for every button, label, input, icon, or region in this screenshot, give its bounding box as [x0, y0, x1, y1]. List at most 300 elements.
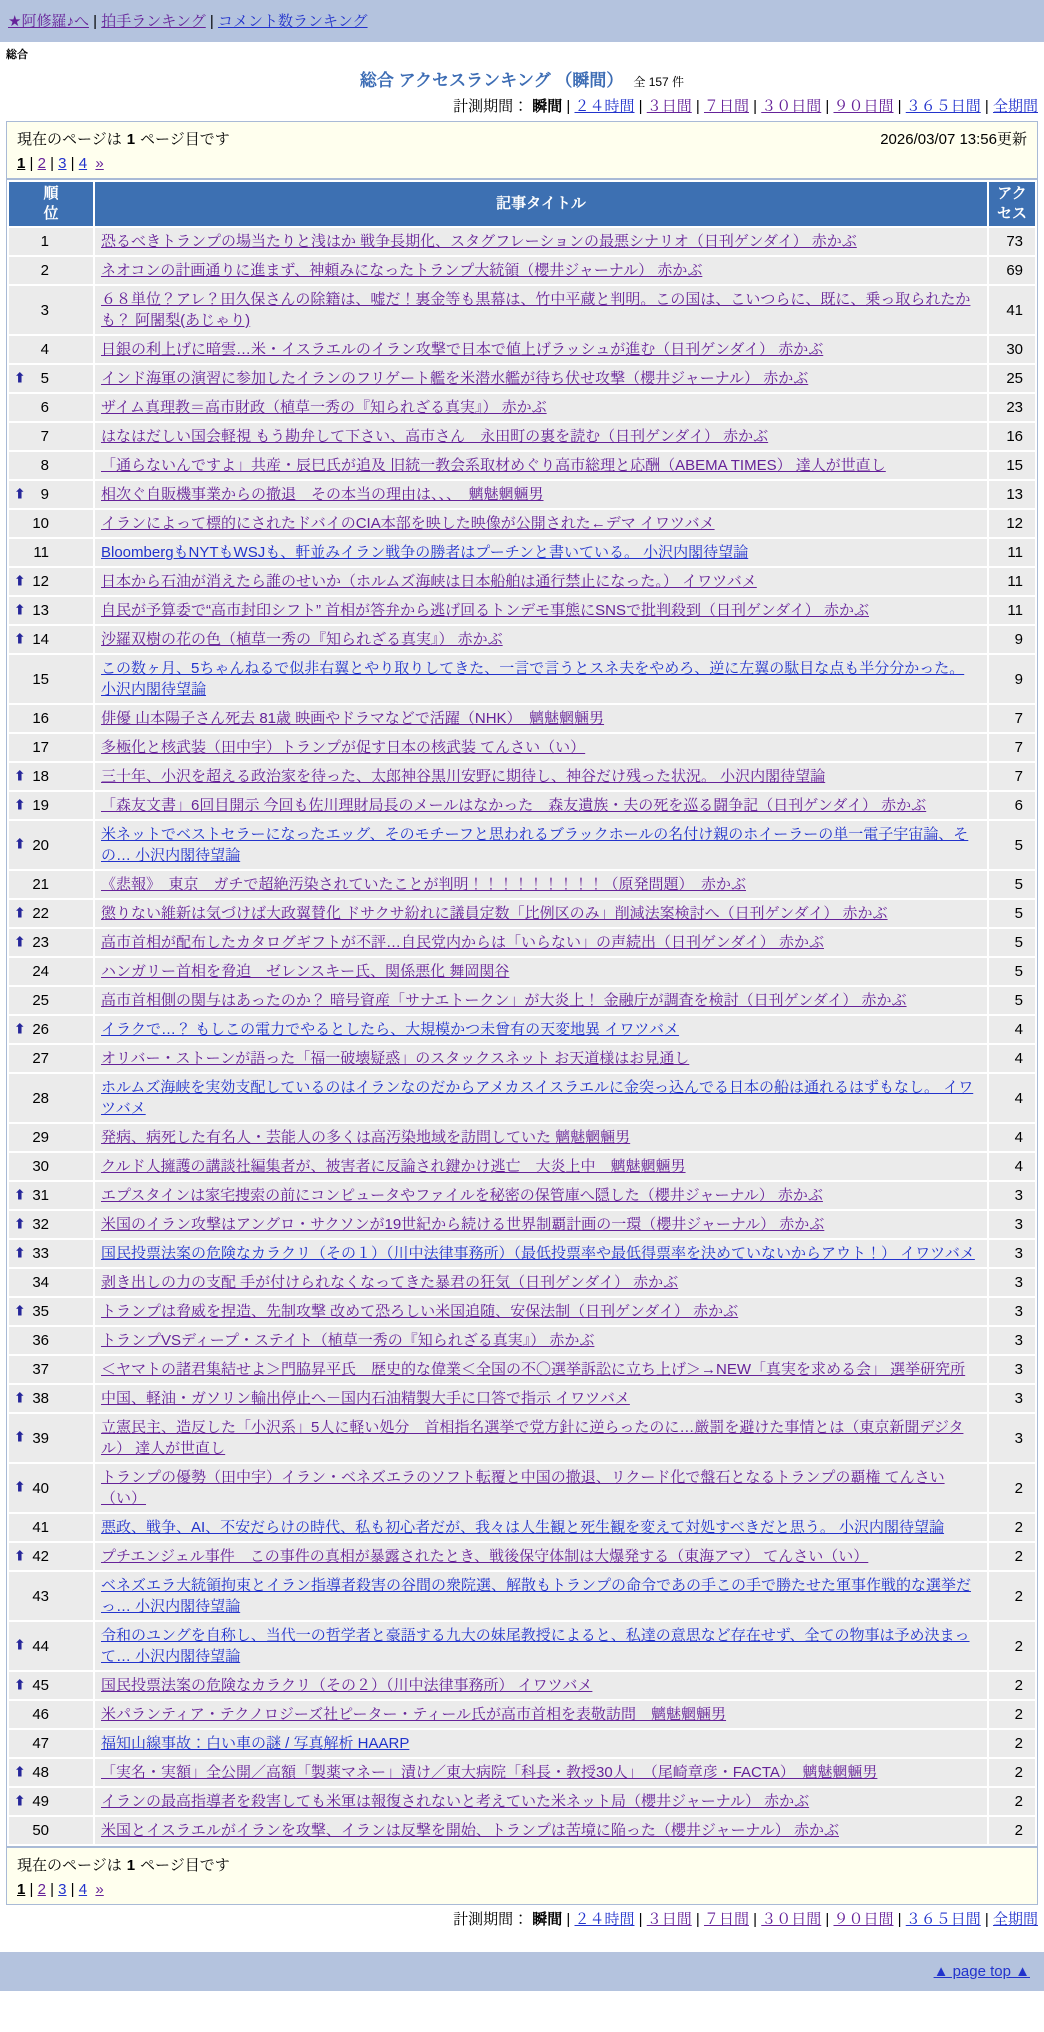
title-cell [95, 1730, 987, 1757]
title-cell [95, 763, 987, 790]
rank-number: 34 [32, 1274, 49, 1291]
rank-number: 13 [32, 602, 49, 619]
access-cell: 4 [989, 1045, 1035, 1072]
access-cell: 16 [989, 423, 1035, 450]
table-row [9, 1016, 1035, 1043]
rank-cell [9, 792, 93, 819]
title-cell [95, 1543, 987, 1570]
rank-cell [9, 1356, 93, 1383]
title-cell [95, 1788, 987, 1815]
rank-cell [9, 929, 93, 956]
rank-number: 20 [32, 836, 49, 854]
separator: | [980, 98, 993, 115]
access-cell: 3 [989, 1240, 1035, 1267]
separator: | [45, 1881, 59, 1898]
article-link[interactable]: BloombergもNYTもWSJも、軒並みイラン戦争の勝者はプーチンと書いている。 小沢内閣待望論 [101, 544, 749, 561]
rank-cell [9, 286, 93, 334]
article-link[interactable]: 「実名・実額」全公開／高額「製薬マネー」漬け／東大病院「科長・教授30人」 （尾崎章彦・FACTA） 魑魅魍魎男 [101, 1764, 878, 1781]
title-cell [95, 228, 987, 255]
rank-cell [9, 1385, 93, 1412]
rank-cell [9, 1211, 93, 1238]
access-cell: 23 [989, 394, 1035, 421]
current-page-number: 1 [126, 131, 136, 148]
page-link[interactable]: 4 [78, 1881, 88, 1898]
title-cell [95, 958, 987, 985]
table-row [9, 286, 1035, 334]
rank-number: 38 [32, 1390, 49, 1407]
title-line [6, 64, 1038, 92]
table-row [9, 336, 1035, 363]
period-link[interactable]: 全期間 [992, 98, 1038, 115]
title-cell [95, 1045, 987, 1072]
rank-cell [9, 1153, 93, 1180]
rank-number: 46 [32, 1706, 49, 1723]
title-cell [95, 655, 987, 703]
article-link[interactable]: この数ヶ月、5ちゃんねるで似非右翼とやり取りしてきた、一言で言うとスネ夫をやめろ、逆に左翼の駄目な点も半分分かった。 小沢内閣待望論 [101, 660, 965, 698]
title-cell [95, 336, 987, 363]
periods-label: 計測期間： [453, 1911, 533, 1928]
table-row [9, 1298, 1035, 1325]
article-link[interactable]: ネオコンの計画通りに進まず、神頼みになったトランプ大統領（櫻井ジャーナル） 赤かぶ [101, 262, 703, 279]
rank-number: 24 [32, 963, 49, 980]
up-arrow-icon: ⬆ [14, 1637, 26, 1654]
period-link[interactable]: ２４時間 [574, 1911, 635, 1928]
article-link[interactable]: 高市首相側の関与はあったのか？ 暗号資産「サナエトークン」が大炎上！ 金融庁が調査を検討（日刊ゲンダイ） 赤かぶ [101, 992, 907, 1009]
title-cell [95, 568, 987, 595]
separator: | [749, 98, 762, 115]
access-cell: 4 [989, 1124, 1035, 1151]
title-cell [95, 1701, 987, 1728]
article-link[interactable]: 福知山線事故：白い車の謎 / 写真解析 HAARP [101, 1735, 410, 1752]
title-cell [95, 1298, 987, 1325]
table-header-row [9, 182, 1035, 226]
article-link[interactable]: 発病、病死した有名人・芸能人の多くは高汚染地域を訪問していた 魑魅魍魎男 [101, 1129, 631, 1146]
table-row [9, 423, 1035, 450]
up-arrow-icon: ⬆ [14, 1548, 26, 1564]
rank-cell [9, 734, 93, 761]
title-cell [95, 1414, 987, 1462]
rank-number: 47 [32, 1735, 49, 1752]
up-arrow-icon: ⬆ [14, 370, 26, 386]
access-cell: 6 [989, 792, 1035, 819]
access-cell: 41 [989, 286, 1035, 334]
rank-cell [9, 958, 93, 985]
title-cell [95, 257, 987, 284]
title-cell [95, 423, 987, 450]
table-row [9, 900, 1035, 927]
up-arrow-icon: ⬆ [14, 1245, 26, 1261]
header-title: 記事タイトル [95, 182, 987, 226]
title-cell [95, 1016, 987, 1043]
access-cell: 30 [989, 336, 1035, 363]
page-info-box-bottom [6, 1847, 1038, 1905]
article-link[interactable]: トランプは脅威を捏造、先制攻撃 改めて恐ろしい米国追随、安保法制（日刊ゲンダイ） 赤かぶ [101, 1303, 739, 1320]
access-cell: 5 [989, 958, 1035, 985]
table-row [9, 1182, 1035, 1209]
title-cell [95, 1622, 987, 1670]
rank-number: 36 [32, 1332, 49, 1349]
period-link[interactable]: ３６５日間 [905, 1911, 981, 1928]
period-link[interactable]: ７日間 [703, 98, 749, 115]
rank-number: 32 [32, 1216, 49, 1233]
access-cell: 3 [989, 1385, 1035, 1412]
title-cell [95, 1672, 987, 1699]
pagination [17, 1877, 1027, 1899]
separator: | [88, 13, 102, 30]
topbar-links [8, 13, 368, 30]
rank-number: 19 [32, 797, 49, 814]
table-row [9, 1153, 1035, 1180]
page-link[interactable]: 4 [78, 155, 88, 172]
period-link[interactable]: 全期間 [992, 1911, 1038, 1928]
table-row [9, 792, 1035, 819]
title-cell [95, 1464, 987, 1512]
page-content [6, 42, 1038, 1934]
table-row [9, 1672, 1035, 1699]
table-row [9, 1414, 1035, 1462]
table-row [9, 1543, 1035, 1570]
up-arrow-icon: ⬆ [14, 1216, 26, 1232]
article-link[interactable]: 懲りない維新は気づけば大政翼賛化 ドサクサ紛れに議員定数「比例区のみ」削減法案検討へ（日刊ゲンダイ） 赤かぶ [101, 905, 888, 922]
article-link[interactable]: 米国のイラン攻撃はアングロ・サクソンが19世紀から続ける世界制覇計画の一環（櫻井ジャーナル） 赤かぶ [101, 1216, 825, 1233]
rank-number: 11 [33, 544, 49, 561]
article-link[interactable]: 悪政、戦争、AI、不安だらけの時代、私も初心者だが、我々は人生観と死生観を変えて対処すべきだと思う。 小沢内閣待望論 [101, 1519, 945, 1536]
access-cell: 2 [989, 1543, 1035, 1570]
article-link[interactable]: 剥き出しの力の支配 手が付けられなくなってきた暴君の狂気（日刊ゲンダイ） 赤かぶ [101, 1274, 679, 1291]
article-link[interactable]: 国民投票法案の危険なカラクリ（その２）（川中法律事務所） イワツバメ [101, 1677, 593, 1694]
rank-cell [9, 655, 93, 703]
access-cell: 3 [989, 1211, 1035, 1238]
article-link[interactable]: 国民投票法案の危険なカラクリ（その１）（川中法律事務所）（最低投票率や最低得票率を決めていないからアウト！） イワツバメ [101, 1245, 975, 1262]
article-link[interactable]: 米パランティア・テクノロジーズ社ピーター・ティール氏が高市首相を表敬訪問 魑魅魍魎男 [101, 1706, 727, 1723]
rank-number: 1 [40, 233, 49, 250]
period-link[interactable]: ３０日間 [761, 1911, 822, 1928]
separator: | [634, 1911, 647, 1928]
period-link[interactable]: ３０日間 [761, 98, 822, 115]
header-access: アク セス [989, 182, 1035, 226]
article-link[interactable]: イランによって標的にされたドバイのCIA本部を映した映像が公開された←デマ イワツバメ [101, 515, 715, 532]
table-row [9, 1385, 1035, 1412]
table-row [9, 539, 1035, 566]
article-link[interactable]: はなはだしい国会軽視 もう勘弁して下さい、高市さん 永田町の裏を読む（日刊ゲンダイ） 赤かぶ [101, 428, 769, 445]
table-row [9, 1464, 1035, 1512]
rank-cell [9, 987, 93, 1014]
periods-line [6, 1905, 1038, 1934]
page-link[interactable]: 3 [58, 1881, 67, 1898]
access-cell: 13 [989, 481, 1035, 508]
article-link[interactable]: クルド人擁護の講談社編集者が、被害者に反論され鍵かけ逃亡 大炎上中 魑魅魍魎男 [101, 1158, 686, 1175]
title-cell [95, 705, 987, 732]
table-row [9, 257, 1035, 284]
table-row [9, 871, 1035, 898]
rank-number: 21 [32, 876, 49, 893]
title-cell [95, 792, 987, 819]
article-link[interactable]: 《悲報》 東京 ガチで超絶汚染されていたことが判明！！！！！！！！！（原発問題） 赤かぶ [101, 876, 747, 893]
table-row [9, 568, 1035, 595]
rank-number: 5 [40, 370, 49, 387]
rank-cell [9, 871, 93, 898]
rank-cell [9, 481, 93, 508]
rank-cell [9, 568, 93, 595]
rank-cell [9, 1788, 93, 1815]
title-cell [95, 900, 987, 927]
page-info-box-top [6, 121, 1038, 179]
title-cell [95, 365, 987, 392]
title-cell [95, 1269, 987, 1296]
access-cell: 2 [989, 1464, 1035, 1512]
title-cell [95, 286, 987, 334]
rank-number: 43 [32, 1587, 49, 1605]
rank-number: 35 [32, 1303, 49, 1320]
article-link[interactable]: 俳優 山本陽子さん死去 81歳 映画やドラマなどで活躍（NHK） 魑魅魍魎男 [101, 710, 605, 727]
rank-cell [9, 1572, 93, 1620]
table-row [9, 958, 1035, 985]
title-cell [95, 1817, 987, 1844]
access-cell: 5 [989, 900, 1035, 927]
table-row [9, 1074, 1035, 1122]
periods-line [6, 92, 1038, 121]
total-count: 全 157 件 [633, 75, 685, 89]
header-rank: 順 位 [9, 182, 93, 226]
rank-cell [9, 1514, 93, 1541]
period-link[interactable]: ３日間 [646, 98, 692, 115]
up-arrow-icon: ⬆ [14, 1677, 26, 1693]
topbar-link[interactable]: ★阿修羅♪へ [8, 13, 89, 30]
rank-cell [9, 1543, 93, 1570]
updated-timestamp: 2026/03/07 13:56更新 [880, 131, 1027, 148]
up-arrow-icon: ⬆ [14, 1764, 26, 1780]
title-cell [95, 821, 987, 869]
table-row [9, 452, 1035, 479]
rank-cell [9, 597, 93, 624]
rank-cell [9, 336, 93, 363]
page-link[interactable]: 2 [37, 1881, 46, 1898]
ranking-tbody [9, 228, 1035, 1844]
article-link[interactable]: 多極化と核武装（田中宇）トランプが促す日本の核武装 てんさい（い） [101, 739, 586, 756]
rank-number: 17 [32, 739, 49, 756]
rank-cell [9, 1622, 93, 1670]
up-arrow-icon: ⬆ [14, 836, 26, 853]
rank-number: 48 [32, 1764, 49, 1781]
article-link[interactable]: 高市首相が配布したカタログギフトが不評…自民党内からは「いらない」の声続出（日刊ゲンダイ） 赤かぶ [101, 934, 824, 951]
separator: | [562, 1911, 575, 1928]
access-cell: 2 [989, 1572, 1035, 1620]
rank-cell [9, 365, 93, 392]
rank-cell [9, 1074, 93, 1122]
access-cell: 2 [989, 1672, 1035, 1699]
rank-cell [9, 257, 93, 284]
rank-cell [9, 1701, 93, 1728]
title-cell [95, 1759, 987, 1786]
access-cell: 2 [989, 1622, 1035, 1670]
rank-cell [9, 1817, 93, 1844]
rank-number: 23 [32, 934, 49, 951]
rank-cell [9, 423, 93, 450]
rank-number: 15 [32, 670, 49, 688]
rank-number: 9 [40, 486, 49, 503]
table-row [9, 597, 1035, 624]
separator: | [893, 1911, 906, 1928]
article-link[interactable]: オリバー・ストーンが語った「福一破壊疑惑」のスタックスネット お天道様はお見通し [101, 1050, 690, 1067]
title-cell [95, 987, 987, 1014]
article-link[interactable]: エプスタインは家宅捜索の前にコンピュータやファイルを秘密の保管庫へ隠した（櫻井ジャーナル） 赤かぶ [101, 1187, 823, 1204]
title-cell [95, 1356, 987, 1383]
article-link[interactable]: 三十年、小沢を超える政治家を待った、太郎神谷黒川安野に期待し、神谷だけ残った状況。 小沢内閣待望論 [101, 768, 826, 785]
article-link[interactable]: 令和のユングを自称し、当代一の哲学者と豪語する九大の妹尾教授によると、私達の意思など存在せず、全ての物事は予め決まって… 小沢内閣待望論 [101, 1627, 970, 1665]
rank-cell [9, 1045, 93, 1072]
rank-number: 40 [32, 1479, 49, 1497]
table-row [9, 228, 1035, 255]
article-link[interactable]: 「森友文書」6回目開示 今回も佐川理財局長のメールはなかった 森友遺族・夫の死を巡る闘争記（日刊ゲンダイ） 赤かぶ [101, 797, 927, 814]
rank-cell [9, 900, 93, 927]
title-cell [95, 1182, 987, 1209]
up-arrow-icon: ⬆ [14, 631, 26, 647]
page-title: 総合 アクセスランキング （瞬間） [359, 71, 624, 90]
access-cell: 4 [989, 1153, 1035, 1180]
title-cell [95, 597, 987, 624]
period-link[interactable]: ９０日間 [833, 1911, 894, 1928]
access-cell: 15 [989, 452, 1035, 479]
article-link[interactable]: 米ネットでベストセラーになったエッグ、そのモチーフと思われるブラックホールの名付け親のホイーラーの単一電子宇宙論、その… 小沢内閣待望論 [101, 826, 969, 864]
access-cell: 2 [989, 1701, 1035, 1728]
access-cell: 7 [989, 763, 1035, 790]
page-link[interactable]: 2 [37, 155, 46, 172]
rank-number: 2 [40, 262, 49, 279]
period-link[interactable]: ７日間 [703, 1911, 749, 1928]
period-current: 瞬間 [532, 98, 563, 115]
article-link[interactable]: ＜ヤマトの諸君集結せよ＞門脇昇平氏 歴史的な偉業＜全国の不〇選挙訴訟に立ち上げ＞→NEW「真実を求める会」 選挙研究所 [101, 1361, 966, 1378]
article-link[interactable]: 日銀の利上げに暗雲…米・イスラエルのイラン攻撃で日本で値上げラッシュが進む（日刊ゲンダイ） 赤かぶ [101, 341, 824, 358]
title-cell [95, 929, 987, 956]
article-link[interactable]: ６８単位？アレ？田久保さんの除籍は、嘘だ！裏金等も黒幕は、竹中平蔵と判明。この国は、こいつらに、既に、乗っ取られたかも？ 阿闍梨(あじゃり) [101, 291, 971, 329]
separator: | [66, 155, 79, 172]
table-row [9, 1730, 1035, 1757]
topbar-link[interactable]: 拍手ランキング [101, 13, 206, 30]
rank-cell [9, 1327, 93, 1354]
article-link[interactable]: ザイム真理教＝高市財政（植草一秀の『知られざる真実』） 赤かぶ [101, 399, 547, 416]
rank-number: 16 [32, 710, 49, 727]
title-cell [95, 871, 987, 898]
separator: | [691, 98, 704, 115]
access-cell: 2 [989, 1817, 1035, 1844]
access-cell: 7 [989, 705, 1035, 732]
rank-cell [9, 1672, 93, 1699]
rank-number: 45 [32, 1677, 49, 1694]
rank-number: 7 [40, 428, 49, 445]
period-link[interactable]: ３日間 [646, 1911, 692, 1928]
table-row [9, 510, 1035, 537]
page-link[interactable]: » [95, 155, 104, 172]
rank-cell [9, 1269, 93, 1296]
article-link[interactable]: 立憲民主、造反した「小沢系」5人に軽い処分 首相指名選挙で党方針に逆らったのに…厳罰を避けた事情とは（東京新聞デジタル） 達人が世直し [101, 1419, 964, 1457]
table-row [9, 1045, 1035, 1072]
article-link[interactable]: 日本から石油が消えたら誰のせいか（ホルムズ海峡は日本船舶は通行禁止になった。） イワツバメ [101, 573, 757, 590]
article-link[interactable]: 自民が予算委で“高市封印シフト” 首相が答弁から逃げ回るトンデモ事態にSNSで批判殺到（日刊ゲンダイ） 赤かぶ [101, 602, 869, 619]
up-arrow-icon: ⬆ [14, 905, 26, 921]
period-link[interactable]: ３６５日間 [905, 98, 981, 115]
article-link[interactable]: トランプVSディープ・ステイト（植草一秀の『知られざる真実』） 赤かぶ [101, 1332, 595, 1349]
rank-number: 37 [32, 1361, 49, 1378]
article-link[interactable]: 恐るべきトランプの場当たりと浅はか 戦争長期化、スタグフレーションの最悪シナリオ（日刊ゲンダイ） 赤かぶ [101, 233, 857, 250]
period-current: 瞬間 [532, 1911, 563, 1928]
periods-label: 計測期間： [453, 98, 533, 115]
rank-cell [9, 539, 93, 566]
article-link[interactable]: 「通らないんですよ」共産・辰巳氏が追及 旧統一教会系取材めぐり高市総理と応酬（ABEMA TIMES） 達人が世直し [101, 457, 886, 474]
title-cell [95, 452, 987, 479]
article-link[interactable]: インド海軍の演習に参加したイランのフリゲート艦を米潜水艦が待ち伏せ攻撃（櫻井ジャーナル） 赤かぶ [101, 370, 809, 387]
article-link[interactable]: トランプの優勢（田中宇）イラン・ベネズエラのソフト転覆と中国の撤退、リクード化で盤石となるトランプの覇権 てんさい（い） [101, 1469, 945, 1507]
access-cell: 3 [989, 1182, 1035, 1209]
table-row [9, 1572, 1035, 1620]
topbar-link[interactable]: コメント数ランキング [217, 13, 368, 30]
page-current: 1 [17, 1881, 26, 1898]
period-link[interactable]: ９０日間 [833, 98, 894, 115]
access-cell: 9 [989, 626, 1035, 653]
rank-number: 44 [32, 1637, 49, 1655]
rank-number: 26 [32, 1021, 49, 1038]
pagination [17, 151, 1027, 173]
top-navigation-bar [0, 0, 1044, 42]
access-cell: 11 [989, 539, 1035, 566]
ranking-table [6, 179, 1038, 1847]
table-row [9, 821, 1035, 869]
table-row [9, 734, 1035, 761]
table-row [9, 987, 1035, 1014]
rank-number: 50 [32, 1822, 49, 1839]
title-cell [95, 1572, 987, 1620]
article-link[interactable]: ベネズエラ大統領拘束とイラン指導者殺害の谷間の衆院選、解散もトランプの命令であの手この手で勝たせた軍事作戦的な選挙だっ… 小沢内閣待望論 [101, 1577, 972, 1615]
article-link[interactable]: 中国、軽油・ガソリン輸出停止へ－国内石油精製大手に口答で指示 イワツバメ [101, 1390, 630, 1407]
article-link[interactable]: イランの最高指導者を殺害しても米軍は報復されないと考えていた米ネット局（櫻井ジャーナル） 赤かぶ [101, 1793, 810, 1810]
up-arrow-icon: ⬆ [14, 1429, 26, 1446]
rank-cell [9, 763, 93, 790]
up-arrow-icon: ⬆ [14, 934, 26, 950]
title-cell [95, 626, 987, 653]
article-link[interactable]: イラクで…？ もしこの電力でやるとしたら、大規模かつ未曾有の天変地異 イワツバメ [101, 1021, 680, 1038]
period-link[interactable]: ２４時間 [574, 98, 635, 115]
article-link[interactable]: ハンガリー首相を脅迫 ゼレンスキー氏、関係悪化 舞岡関谷 [101, 963, 510, 980]
page-link[interactable]: » [95, 1881, 104, 1898]
table-row [9, 1817, 1035, 1844]
page-current: 1 [17, 155, 26, 172]
access-cell: 3 [989, 1356, 1035, 1383]
page-top-link[interactable]: ▲ page top ▲ [933, 1963, 1030, 1980]
access-cell: 73 [989, 228, 1035, 255]
article-link[interactable]: 沙羅双樹の花の色（植草一秀の『知られざる真実』） 赤かぶ [101, 631, 503, 648]
rank-cell [9, 510, 93, 537]
title-cell [95, 1327, 987, 1354]
table-row [9, 655, 1035, 703]
rank-number: 6 [40, 399, 49, 416]
page-link[interactable]: 3 [58, 155, 67, 172]
table-row [9, 1514, 1035, 1541]
rank-number: 29 [32, 1129, 49, 1146]
table-row [9, 1124, 1035, 1151]
article-link[interactable]: 米国とイスラエルがイランを攻撃、イランは反撃を開始、トランプは苦境に陥った（櫻井ジャーナル） 赤かぶ [101, 1822, 839, 1839]
rank-number: 10 [32, 515, 49, 532]
article-link[interactable]: ホルムズ海峡を実効支配しているのはイランなのだからアメカスイスラエルに金突っ込んでる日本の船は通れるはずもなし。 イワツバメ [101, 1079, 974, 1117]
rank-cell [9, 1298, 93, 1325]
access-cell: 11 [989, 568, 1035, 595]
separator: | [66, 1881, 79, 1898]
table-row [9, 1701, 1035, 1728]
up-arrow-icon: ⬆ [14, 573, 26, 589]
article-link[interactable]: プチエンジェル事件 この事件の真相が暴露されたとき、戦後保守体制は大爆発する（東海アマ） てんさい（い） [101, 1548, 869, 1565]
access-cell: 2 [989, 1759, 1035, 1786]
article-link[interactable]: 相次ぐ自販機事業からの撤退 その本当の理由は、、、 魑魅魍魎男 [101, 486, 544, 503]
table-row [9, 1759, 1035, 1786]
current-page-text: 現在のページは 1 ページ目です [17, 1857, 230, 1874]
